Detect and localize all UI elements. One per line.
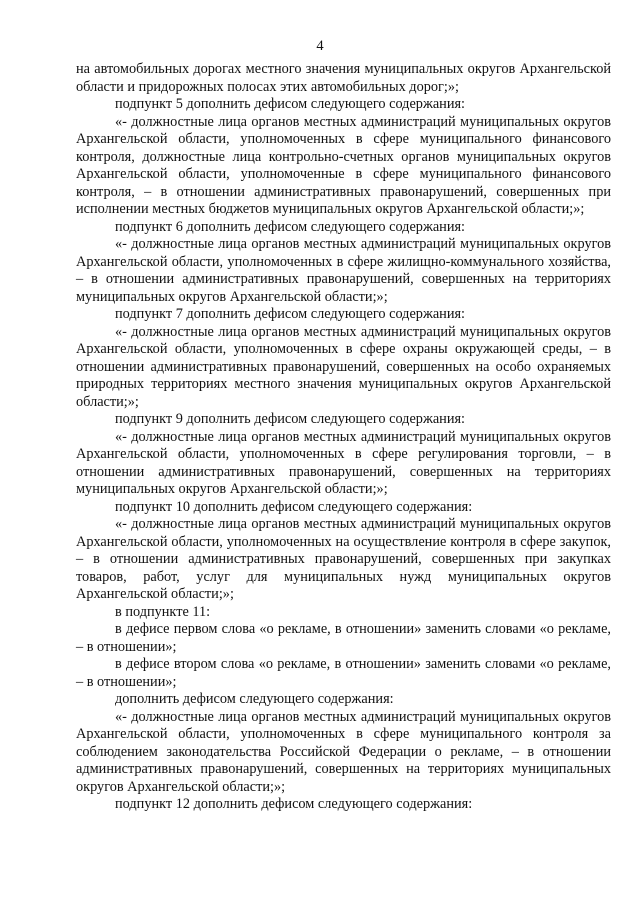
paragraph-subitem-9-intro: подпункт 9 дополнить дефисом следующего содержания: — [115, 411, 466, 427]
paragraph-subitem-9-dash: «- должностные лица органов местных администраций муниципальных округов Архангельской области, уполномоченных в сфере регулирования торговли, – в отношении административных правонарушений, совершенных на территориях муниципальных округов Архангельской области;»; — [76, 428, 611, 497]
paragraph-subitem-11-dash-1: в дефисе первом слова «о рекламе, в отношении» заменить словами «о рекламе, – в отношении»; — [76, 621, 611, 655]
paragraph-subitem-6-intro: подпункт 6 дополнить дефисом следующего содержания: — [115, 218, 466, 235]
paragraph-subitem-11-new-dash: «- должностные лица органов местных администраций муниципальных округов Архангельской области, уполномоченных в сфере муниципального контроля за соблюдением законодательства Российской Федерации о рекламе, – в отношении административных правонарушений, совершенных на территориях муниципальных округов Архангельской области;»; — [76, 708, 611, 795]
paragraph-subitem-5-dash: «- должностные лица органов местных администраций муниципальных округов Архангельской области, уполномоченных в сфере муниципального финансового контроля, должностные лица контрольно-счетных органов муниципальных округов Архангельской области, уполномоченные в сфере муниципального финансового контроля, – в отношении административных правонарушений, совершенных при исполнении местных бюджетов муниципальных округов Архангельской области;»; — [76, 113, 611, 217]
document-body — [76, 61, 611, 814]
paragraph-subitem-10-intro: подпункт 10 дополнить дефисом следующего содержания: — [115, 498, 473, 515]
paragraph-subitem-12-intro: подпункт 12 дополнить дефисом следующего содержания: — [115, 796, 473, 812]
paragraph-subitem-6-dash: «- должностные лица органов местных администраций муниципальных округов Архангельской области, уполномоченных в сфере жилищно-коммунального хозяйства, – в отношении административных правонарушений, совершенных на территориях муниципальных округов Архангельской области;»; — [76, 236, 611, 305]
paragraph-subitem-7-dash: «- должностные лица органов местных администраций муниципальных округов Архангельской области, уполномоченных в сфере охраны окружающей среды, – в отношении административных правонарушений, совершенных на особо охраняемых природных территориях местного значения муниципальных округов Архангельской области;»; — [76, 323, 611, 410]
paragraph-subitem-7-intro: подпункт 7 дополнить дефисом следующего содержания: — [115, 306, 466, 322]
page-number: 4 — [316, 38, 324, 54]
paragraph-subitem-11-add: дополнить дефисом следующего содержания: — [115, 691, 394, 707]
paragraph-subitem-11-intro: в подпункте 11: — [115, 603, 211, 620]
paragraph-subitem-10-dash: «- должностные лица органов местных администраций муниципальных округов Архангельской области, уполномоченных на осуществление контроля в сфере закупок, – в отношении административных правонарушений, совершенных при закупках товаров, работ, услуг для муниципальных нужд муниципальных округов Архангельской области;»; — [76, 516, 611, 602]
paragraph-continuation: на автомобильных дорогах местного значения муниципальных округов Архангельской области и придорожных полосах этих автомобильных дорог;»; — [76, 61, 611, 95]
paragraph-subitem-11-dash-2: в дефисе втором слова «о рекламе, в отношении» заменить словами «о рекламе, – в отношении»; — [76, 656, 611, 690]
paragraph-subitem-5-intro: подпункт 5 дополнить дефисом следующего содержания: — [115, 96, 466, 112]
